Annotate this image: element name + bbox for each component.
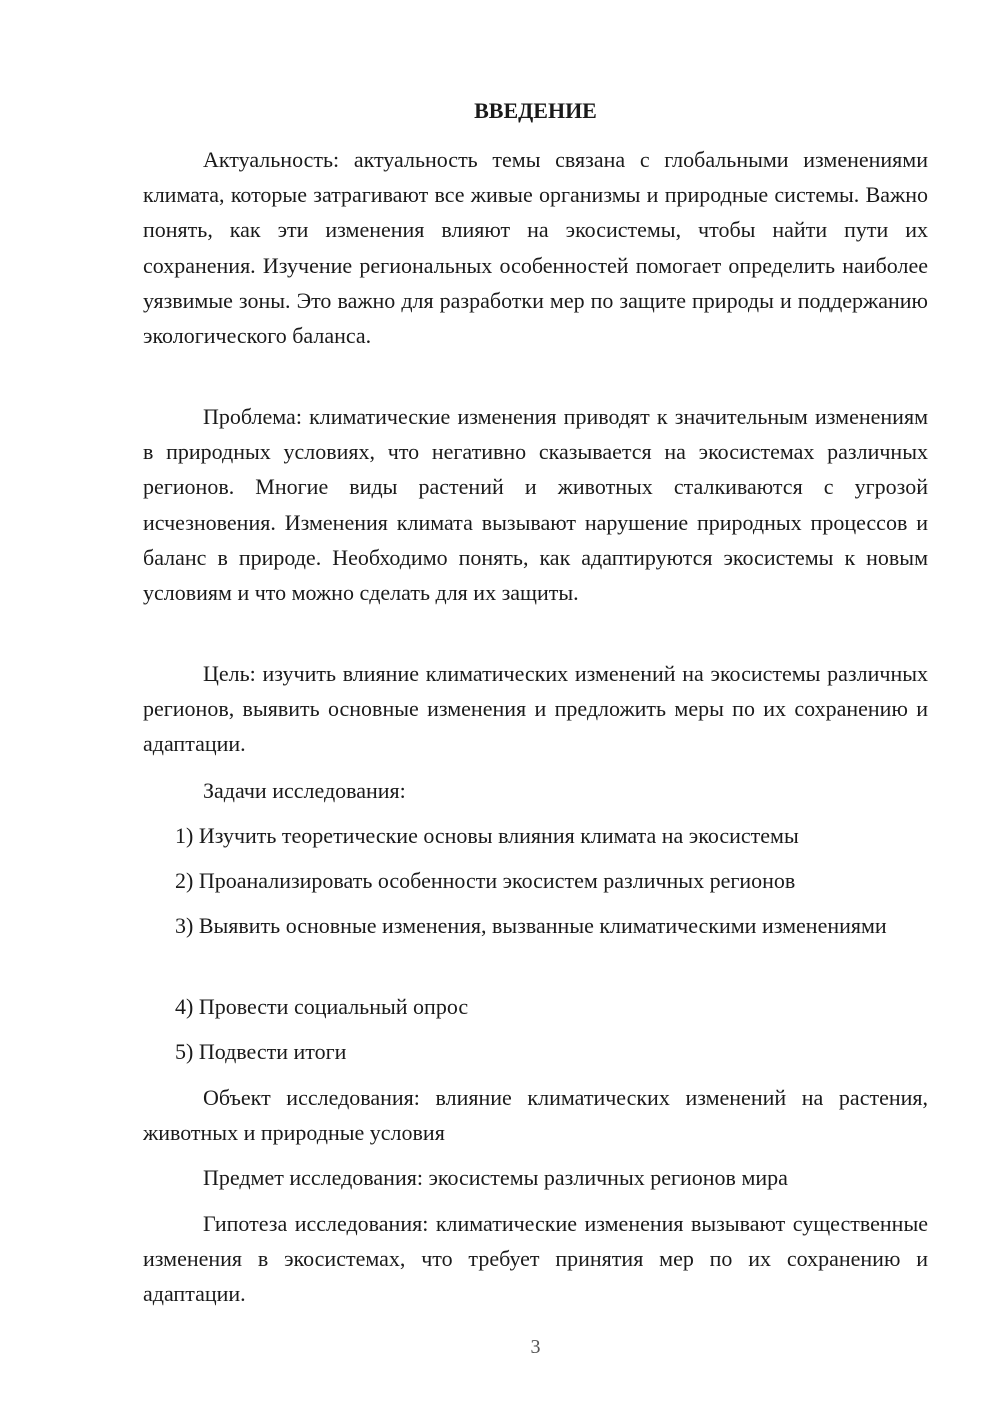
task-item-1: 1) Изучить теоретические основы влияния климата на экосистемы: [175, 823, 799, 848]
paragraph-relevance: Актуальность: актуальность темы связана с глобальными изменениями климата, которые затрагивают все живые организмы и природные системы. Важно понять, как эти изменения влияют на экосистемы, чтобы найти пути их сохранения. Изучение региональных особенностей помогает определить наиболее уязвимые зоны. Это важно для разработки мер по защите природы и поддержанию экологического баланса.: [143, 147, 928, 349]
paragraph-object: Объект исследования: влияние климатических изменений на растения, животных и природные условия: [143, 1085, 928, 1146]
task-item-4: 4) Провести социальный опрос: [175, 994, 469, 1019]
paragraph-subject: Предмет исследования: экосистемы различных регионов мира: [203, 1165, 788, 1190]
page-number: 3: [530, 1336, 541, 1358]
document-page: [143, 0, 928, 1414]
task-item-2: 2) Проанализировать особенности экосистем различных регионов: [175, 868, 796, 893]
tasks-heading: Задачи исследования:: [203, 778, 406, 803]
task-item-3: 3) Выявить основные изменения, вызванные климатическими изменениями: [175, 913, 887, 938]
paragraph-goal: Цель: изучить влияние климатических изменений на экосистемы различных регионов, выявить основные изменения и предложить меры по их сохранению и адаптации.: [143, 661, 928, 757]
task-item-5: 5) Подвести итоги: [175, 1039, 347, 1064]
section-heading: ВВЕДЕНИЕ: [474, 98, 597, 123]
paragraph-hypothesis: Гипотеза исследования: климатические изменения вызывают существенные изменения в экосистемах, что требует принятия мер по их сохранению и адаптации.: [143, 1211, 928, 1307]
paragraph-problem: Проблема: климатические изменения приводят к значительным изменениям в природных условиях, что негативно сказывается на экосистемах различных регионов. Многие виды растений и животных сталкиваются с угрозой исчезновения. Изменения климата вызывают нарушение природных процессов и баланс в природе. Необходимо понять, как адаптируются экосистемы к новым условиям и что можно сделать для их защиты.: [143, 404, 928, 606]
